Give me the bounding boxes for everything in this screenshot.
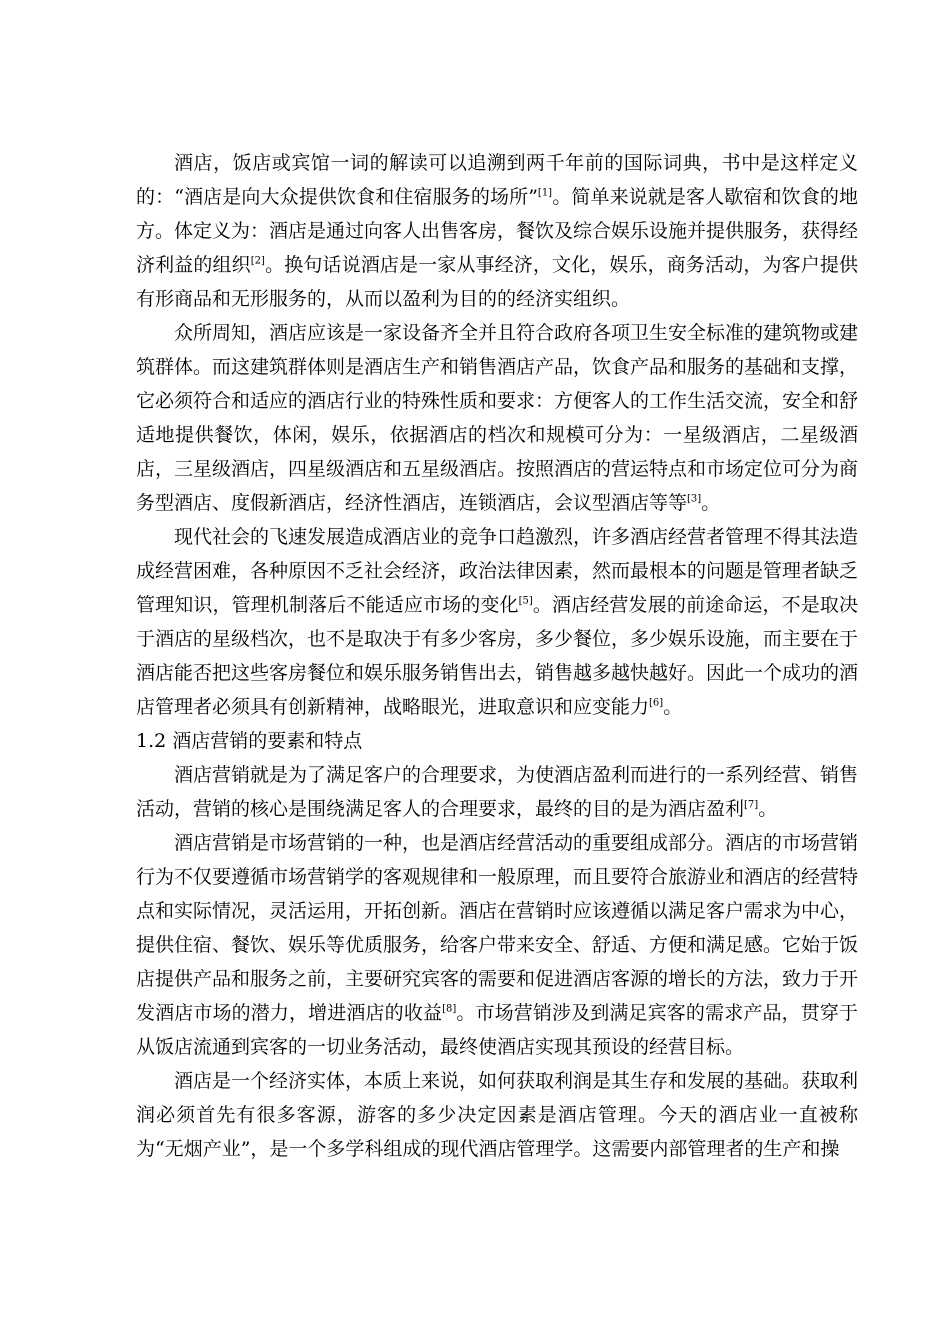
paragraph-marketing-characteristics bbox=[136, 826, 858, 1064]
paragraph-text: 现代社会的飞速发展造成酒店业的竞争口趋激烈，许多酒店经营者管理不得其法造成经营困难，各种原因不乏社会经济，政治法律因素，然而最根本的问题是管理者缺乏管理知识，管理机制落后不能适应市场的变化 bbox=[136, 526, 859, 616]
citation-ref: [8] bbox=[442, 1003, 457, 1015]
citation-ref: [6] bbox=[649, 697, 664, 709]
paragraph-text: 。 bbox=[701, 492, 721, 514]
citation-ref: [2] bbox=[250, 255, 265, 267]
citation-ref: [7] bbox=[744, 799, 759, 811]
paragraph-text: 。换句话说酒店是一家从事经济，文化，娱乐，商务活动，为客户提供有形商品和无形服务的，从而以盈利为目的的经济实组织。 bbox=[136, 254, 858, 310]
paragraph-text: 。 bbox=[758, 798, 778, 820]
paragraph-hotel-classification bbox=[136, 316, 858, 520]
citation-ref: [3] bbox=[687, 493, 702, 505]
paragraph-text: 。 bbox=[663, 696, 683, 718]
paragraph-hotel-economics bbox=[136, 1064, 858, 1166]
paragraph-text: 。酒店经营发展的前途命运，不是取决于酒店的星级档次，也不是取决于有多少客房，多少餐位，多少娱乐设施，而主要在于酒店能否把这些客房餐位和娱乐服务销售出去，销售越多越快越好。因此一个成功的酒店管理者必须具有创新精神，战略眼光，进取意识和应变能力 bbox=[136, 594, 859, 718]
paragraph-text: 酒店营销是市场营销的一种，也是酒店经营活动的重要组成部分。酒店的市场营销行为不仅要遵循市场营销学的客观规律和一般原理，而且要符合旅游业和酒店的经营特点和实际情况，灵活运用，开拓创新。酒店在营销时应该遵循以满足客户需求为中心，提供住宿、餐饮、娱乐等优质服务，给客户带来安全、舒适、方便和满足感。它始于饭店提供产品和服务之前，主要研究宾客的需要和促进酒店客源的增长的方法，致力于开发酒店市场的潜力，增进酒店的收益 bbox=[136, 832, 859, 1024]
paragraph-text: 。市场营销涉及到满足宾客的需求产品，贯穿于从饭店流通到宾客的一切业务活动，最终使酒店实现其预设的经营目标。 bbox=[136, 1002, 858, 1058]
paragraph-text: 酒店营销就是为了满足客户的合理要求，为使酒店盈利而进行的一系列经营、销售活动，营销的核心是围绕满足客人的合理要求，最终的目的是为酒店盈利 bbox=[136, 764, 859, 820]
paragraph-marketing-definition bbox=[136, 758, 858, 826]
paragraph-hotel-competition bbox=[136, 520, 858, 724]
paragraph-hotel-definition bbox=[136, 146, 858, 316]
paragraph-text: 众所周知，酒店应该是一家设备齐全并且符合政府各项卫生安全标准的建筑物或建筑群体。而这建筑群体则是酒店生产和销售酒店产品，饮食产品和服务的基础和支撑，它必须符合和适应的酒店行业的特殊性质和要求：方便客人的工作生活交流，安全和舒适地提供餐饮，体闲，娱乐，依据酒店的档次和规模可分为：一星级酒店，二星级酒店，三星级酒店，四星级酒店和五星级酒店。按照酒店的营运特点和市场定位可分为商务型酒店、度假新酒店，经济性酒店，连锁酒店，会议型酒店等等 bbox=[136, 322, 859, 514]
paragraph-text: 。简单来说就是客人歇宿和饮食的地方。体定义为：酒店是通过向客人出售客房，餐饮及综合娱乐设施并提供服务，获得经济利益的组织 bbox=[136, 186, 859, 276]
paragraph-text: 酒店，饭店或宾馆一词的解读可以追溯到两千年前的国际词典，书中是这样定义的：“酒店是向大众提供饮食和住宿服务的场所” bbox=[136, 152, 858, 208]
citation-ref: [1] bbox=[537, 187, 553, 199]
citation-ref: [5] bbox=[518, 595, 533, 607]
paragraph-text: 酒店是一个经济实体，本质上来说，如何获取利润是其生存和发展的基础。获取利润必须首先有很多客源，游客的多少决定因素是酒店管理。今天的酒店业一直被称为“无烟产业”，是一个多学科组成的现代酒店管理学。这需要内部管理者的生产和操 bbox=[136, 1070, 859, 1160]
section-heading: 1.2 酒店营销的要素和特点 bbox=[136, 730, 363, 752]
